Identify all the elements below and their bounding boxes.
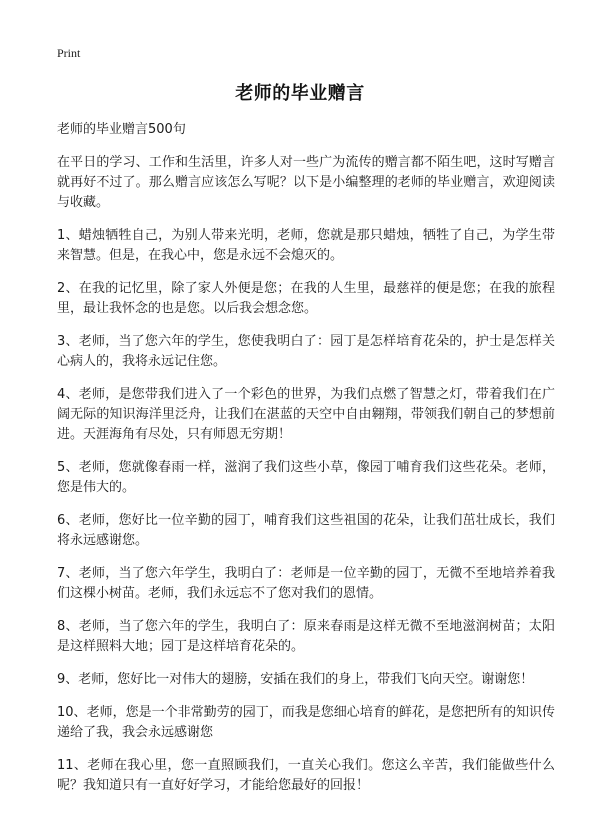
quote-paragraph-6: 6、老师，您好比一位辛勤的园丁，哺育我们这些祖国的花朵，让我们茁壮成长，我们将永远感谢您。	[57, 513, 555, 548]
quote-paragraph-3: 3、老师，当了您六年的学生，您使我明白了：园丁是怎样培育花朵的，护士是怎样关心病人的，我将永远记住您。	[57, 334, 555, 369]
quote-paragraph-2: 2、在我的记忆里，除了家人外便是您；在我的人生里，最慈祥的便是您；在我的旅程里，最让我怀念的也是您。以后我会想念您。	[57, 281, 555, 316]
intro-paragraph: 在平日的学习、工作和生活里，许多人对一些广为流传的赠言都不陌生吧，这时写赠言就再好不过了。那么赠言应该怎么写呢？以下是小编整理的老师的毕业赠言，欢迎阅读与收藏。	[57, 155, 555, 210]
quote-paragraph-9: 9、老师，您好比一对伟大的翅膀，安插在我们的身上，带我们飞向天空。谢谢您！	[57, 672, 534, 687]
print-link[interactable]: Print	[57, 46, 81, 60]
quote-paragraph-8: 8、老师，当了您六年的学生，我明白了：原来春雨是这样无微不至地滋润树苗；太阳是这样照料大地；园丁是这样培育花朵的。	[57, 619, 555, 654]
page-title: 老师的毕业赠言	[235, 83, 365, 104]
article-subtitle: 老师的毕业赠言500句	[57, 122, 186, 137]
quote-paragraph-10: 10、老师，您是一个非常勤劳的园丁，而我是您细心培育的鲜花，是您把所有的知识传递给了我，我会永远感谢您	[57, 705, 555, 740]
quote-paragraph-11: 11、老师在我心里，您一直照顾我们，一直关心我们。您这么辛苦，我们能做些什么呢？我知道只有一直好好学习，才能给您最好的回报！	[57, 758, 555, 793]
quote-paragraph-1: 1、蜡烛牺牲自己，为别人带来光明，老师，您就是那只蜡烛，牺牲了自己，为学生带来智慧。但是，在我心中，您是永远不会熄灭的。	[57, 228, 555, 263]
article-body	[57, 120, 555, 809]
quote-paragraph-5: 5、老师，您就像春雨一样，滋润了我们这些小草，像园丁哺育我们这些花朵。老师，您是伟大的。	[57, 460, 555, 495]
quote-paragraph-7: 7、老师，当了您六年学生，我明白了：老师是一位辛勤的园丁，无微不至地培养着我们这棵小树苗。老师，我们永远忘不了您对我们的恩情。	[57, 566, 555, 601]
quote-paragraph-4: 4、老师，是您带我们进入了一个彩色的世界，为我们点燃了智慧之灯，带着我们在广阔无际的知识海洋里泛舟，让我们在湛蓝的天空中自由翱翔，带领我们朝自己的梦想前进。天涯海角有尽处，只有师恩无穷期！	[57, 387, 555, 442]
